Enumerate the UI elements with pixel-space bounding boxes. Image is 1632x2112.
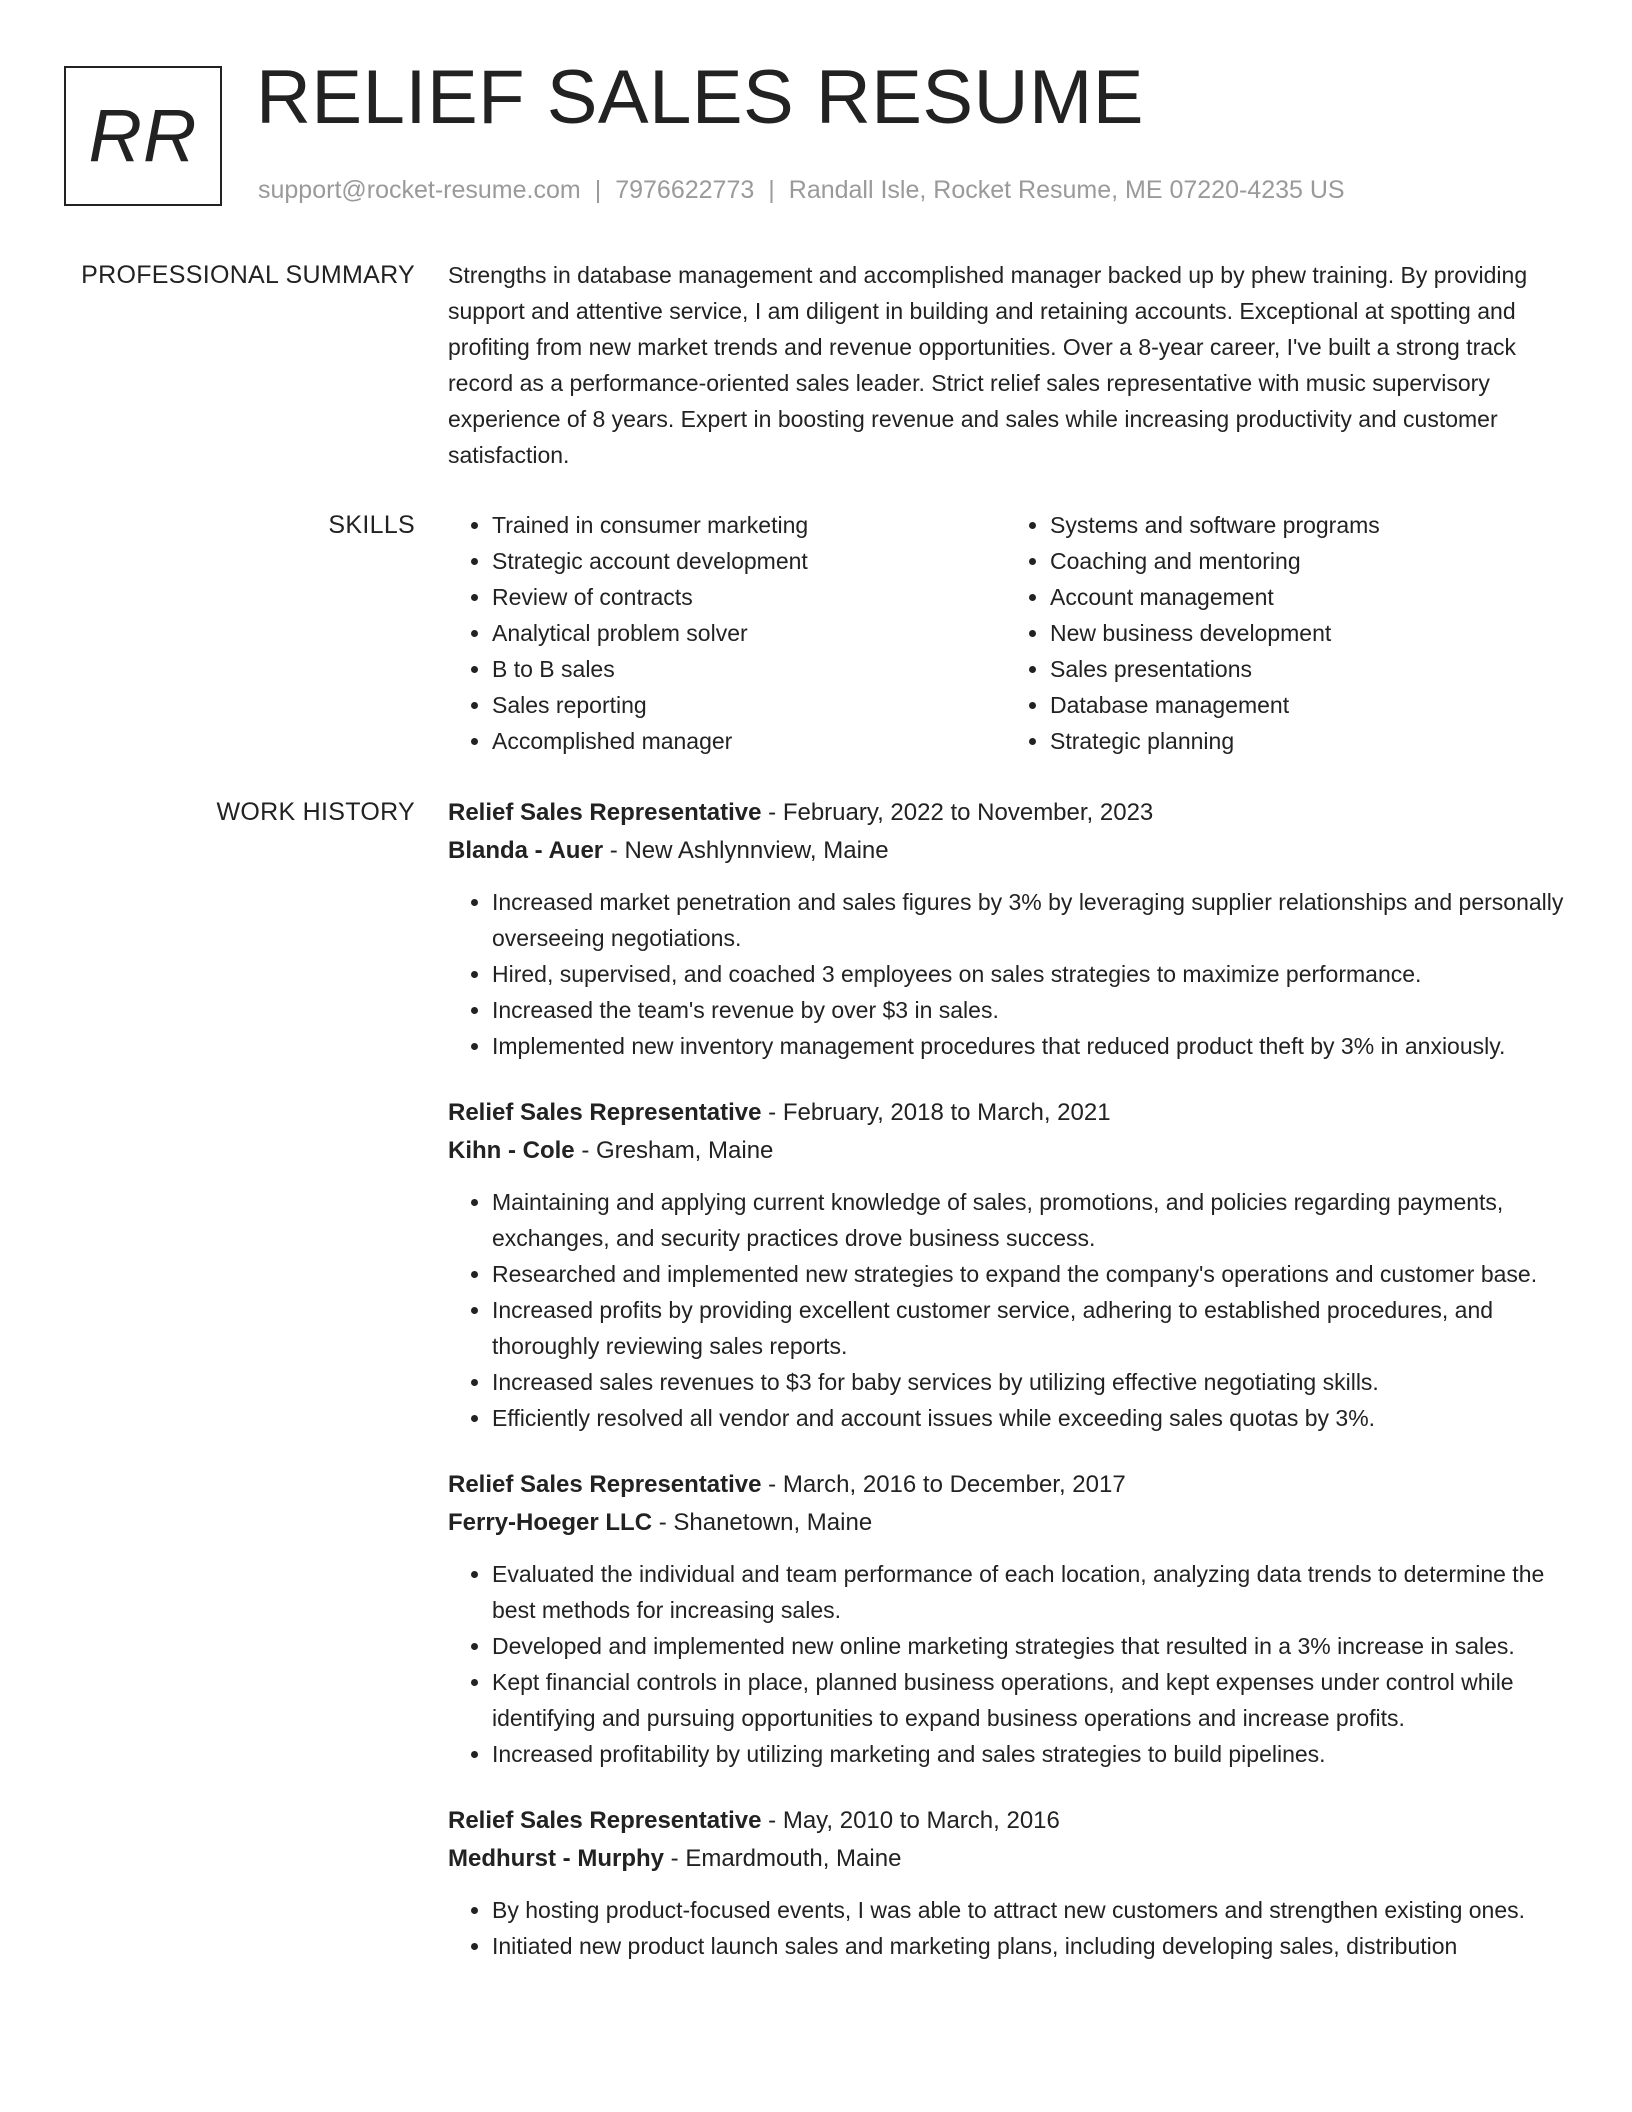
skill-item: • Sales presentations (1050, 651, 1564, 687)
job-dates: - February, 2022 to November, 2023 (761, 799, 1154, 826)
skills-body (448, 507, 1564, 759)
summary-heading: PROFESSIONAL SUMMARY (81, 261, 415, 289)
summary-body (448, 257, 1564, 473)
job-dates: - February, 2018 to March, 2021 (761, 1099, 1111, 1126)
job-entry (448, 1094, 1564, 1436)
monogram-box (64, 66, 222, 206)
job-title-line (448, 794, 1564, 832)
job-title: Relief Sales Representative (448, 799, 762, 826)
job-company: Blanda - Auer (448, 837, 604, 864)
monogram-initials: RR (88, 94, 198, 177)
skills-columns (448, 507, 1564, 759)
job-bullets (448, 1892, 1564, 1964)
job-company-line (448, 1840, 1564, 1878)
contact-email: support@rocket-resume.com (258, 176, 581, 204)
contact-address: Randall Isle, Rocket Resume, ME 07220-4235 US (788, 176, 1345, 204)
job-bullet: • Hired, supervised, and coached 3 employees on sales strategies to maximize performance. (492, 956, 1564, 992)
summary-text: Strengths in database management and accomplished manager backed up by phew training. By providing support and attentive service, I am diligent in building and retaining accounts. Exceptional at spotting and profiting from new market trends and revenue opportunities. Over a 8-year career, I've built a strong track record as a performance-oriented sales leader. Strict relief sales representative with music supervisory experience of 8 years. Expert in boosting revenue and sales while increasing productivity and customer satisfaction. (448, 262, 1528, 468)
job-bullet: • Evaluated the individual and team performance of each location, analyzing data trends to determine the best methods for increasing sales. (492, 1556, 1564, 1628)
job-title-line (448, 1802, 1564, 1840)
job-bullet: • By hosting product-focused events, I was able to attract new customers and strengthen existing ones. (492, 1892, 1564, 1928)
job-bullets (448, 1184, 1564, 1436)
job-bullet: • Increased profitability by utilizing marketing and sales strategies to build pipelines. (492, 1736, 1564, 1772)
job-company-line (448, 832, 1564, 870)
skills-list-right (1006, 507, 1564, 759)
job-bullet: • Researched and implemented new strategies to expand the company's operations and customer base. (492, 1256, 1564, 1292)
skill-item: • New business development (1050, 615, 1564, 651)
job-bullet: • Increased sales revenues to $3 for baby services by utilizing effective negotiating skills. (492, 1364, 1564, 1400)
job-dates: - May, 2010 to March, 2016 (761, 1807, 1060, 1834)
resume-title: RELIEF SALES RESUME (256, 55, 1144, 140)
job-entry (448, 1802, 1564, 1964)
contact-separator: | (768, 176, 775, 204)
job-company: Medhurst - Murphy (448, 1845, 664, 1872)
job-bullet: • Increased market penetration and sales figures by 3% by leveraging supplier relationships and personally overseeing negotiations. (492, 884, 1564, 956)
skill-item: • Trained in consumer marketing (492, 507, 1006, 543)
job-entry (448, 1466, 1564, 1772)
job-bullet: • Increased profits by providing excellent customer service, adhering to established procedures, and thoroughly reviewing sales reports. (492, 1292, 1564, 1364)
job-company-line (448, 1132, 1564, 1170)
job-bullet: • Efficiently resolved all vendor and account issues while exceeding sales quotas by 3%. (492, 1400, 1564, 1436)
skill-item: • Sales reporting (492, 687, 1006, 723)
job-company: Ferry-Hoeger LLC (448, 1509, 653, 1536)
job-title-line (448, 1094, 1564, 1132)
job-company: Kihn - Cole (448, 1137, 575, 1164)
skill-item: • Review of contracts (492, 579, 1006, 615)
job-title: Relief Sales Representative (448, 1099, 762, 1126)
work-history-body (448, 794, 1564, 1994)
skill-item: • Coaching and mentoring (1050, 543, 1564, 579)
job-bullet: • Developed and implemented new online marketing strategies that resulted in a 3% increase in sales. (492, 1628, 1564, 1664)
job-company-line (448, 1504, 1564, 1542)
job-bullets (448, 884, 1564, 1064)
skill-item: • Analytical problem solver (492, 615, 1006, 651)
contact-phone: 7976622773 (615, 176, 755, 204)
skill-item: • Strategic account development (492, 543, 1006, 579)
skill-item: • Systems and software programs (1050, 507, 1564, 543)
job-entry (448, 794, 1564, 1064)
job-location: - Emardmouth, Maine (664, 1845, 902, 1872)
job-bullet: • Kept financial controls in place, planned business operations, and kept expenses under control while identifying and pursuing opportunities to expand business operations and increase profits. (492, 1664, 1564, 1736)
skill-item: • Account management (1050, 579, 1564, 615)
job-title: Relief Sales Representative (448, 1471, 762, 1498)
job-location: - Gresham, Maine (574, 1137, 774, 1164)
job-bullet: • Maintaining and applying current knowledge of sales, promotions, and policies regarding payments, exchanges, and security practices drove business success. (492, 1184, 1564, 1256)
job-bullet: • Initiated new product launch sales and marketing plans, including developing sales, distribution (492, 1928, 1564, 1964)
contact-line (258, 174, 1345, 207)
job-dates: - March, 2016 to December, 2017 (761, 1471, 1126, 1498)
skill-item: • Strategic planning (1050, 723, 1564, 759)
skills-heading: SKILLS (328, 511, 415, 539)
skill-item: • B to B sales (492, 651, 1006, 687)
work-history-heading: WORK HISTORY (216, 798, 415, 826)
job-location: - New Ashlynnview, Maine (603, 837, 889, 864)
job-bullet: • Increased the team's revenue by over $3 in sales. (492, 992, 1564, 1028)
skills-list-left (448, 507, 1006, 759)
skill-item: • Accomplished manager (492, 723, 1006, 759)
job-location: - Shanetown, Maine (652, 1509, 873, 1536)
job-bullet: • Implemented new inventory management procedures that reduced product theft by 3% in anxiously. (492, 1028, 1564, 1064)
skill-item: • Database management (1050, 687, 1564, 723)
job-title: Relief Sales Representative (448, 1807, 762, 1834)
contact-separator: | (594, 176, 602, 204)
job-bullets (448, 1556, 1564, 1772)
job-title-line (448, 1466, 1564, 1504)
